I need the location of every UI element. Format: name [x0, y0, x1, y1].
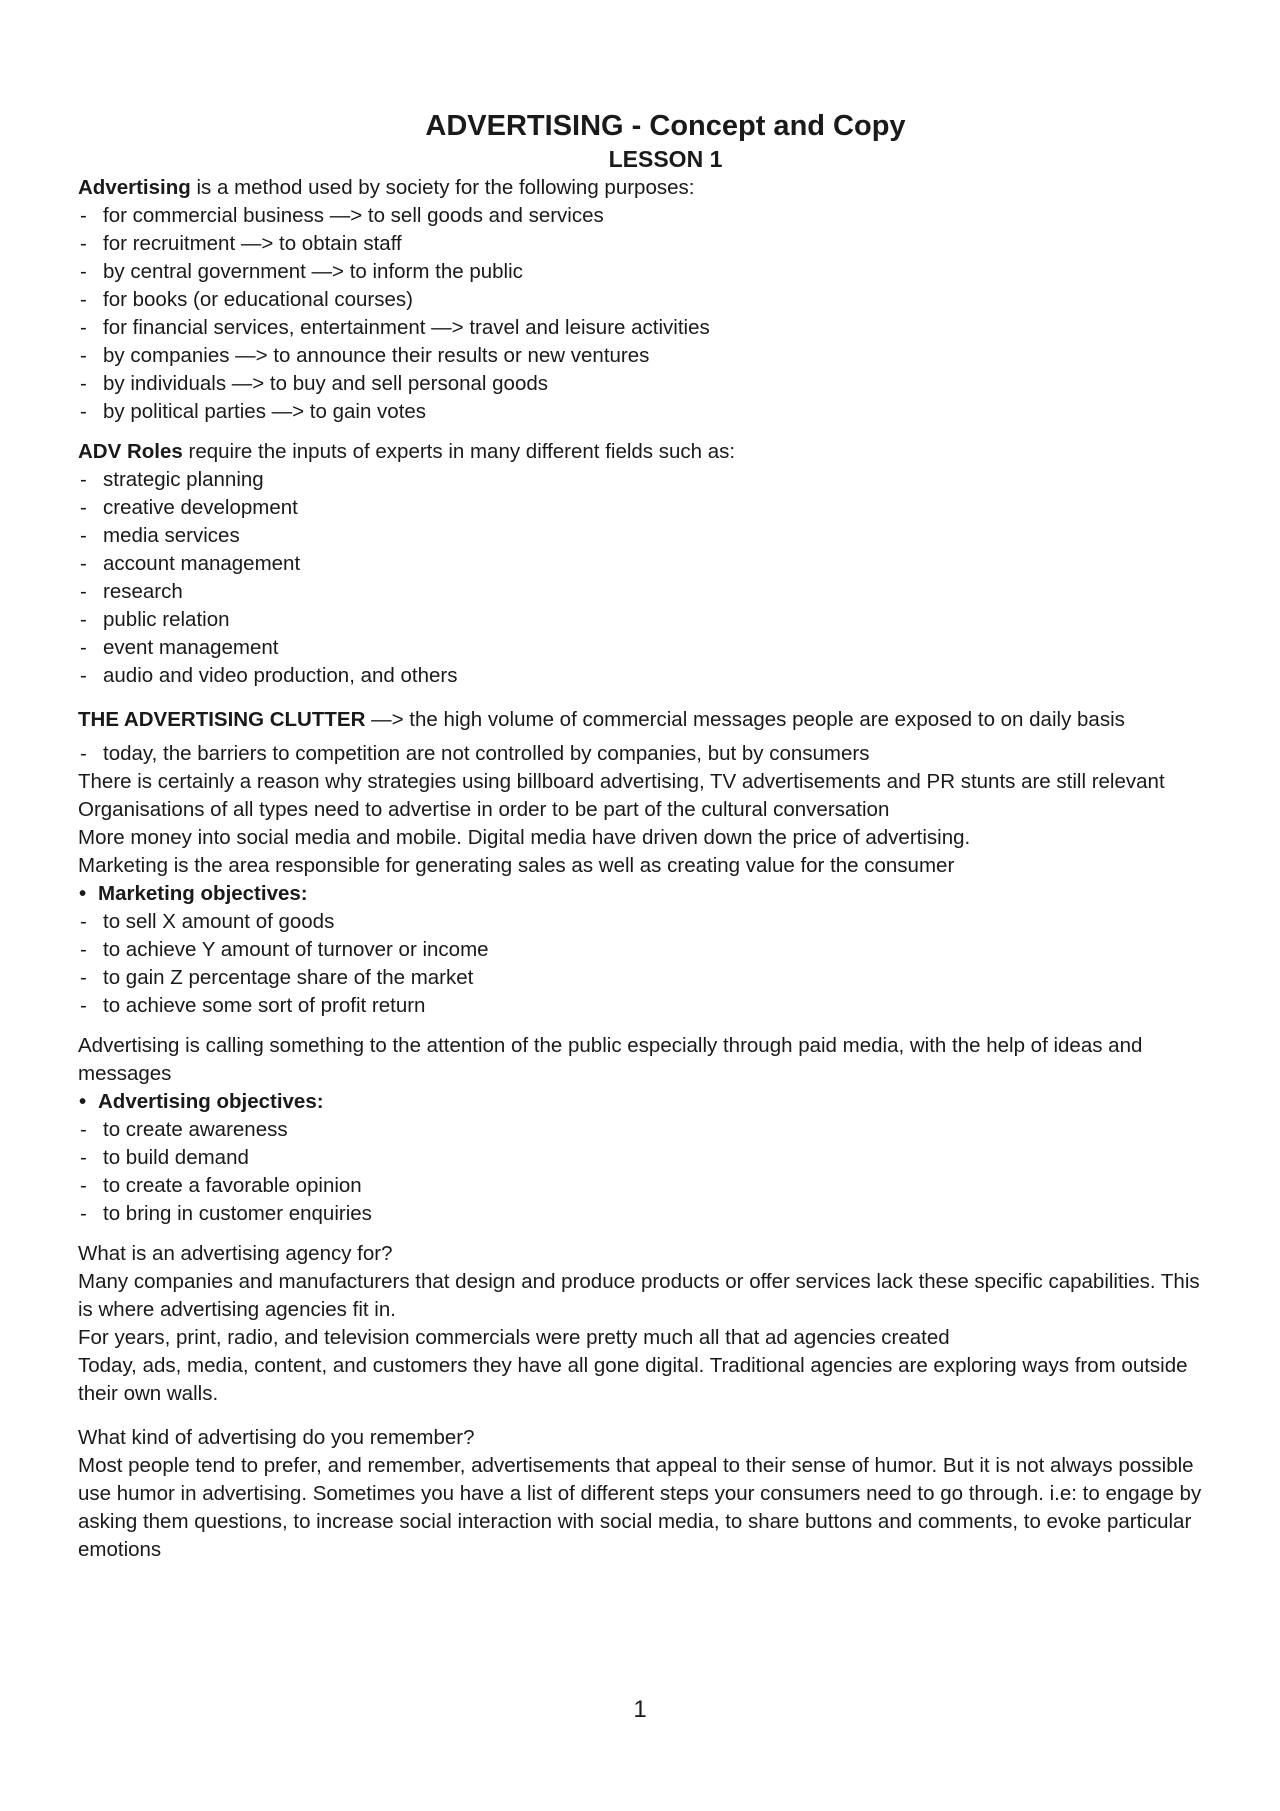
marketing-objectives-heading: • Marketing objectives: [78, 880, 1203, 908]
list-item: - creative development [78, 494, 1203, 522]
list-item: - by central government —> to inform the public [78, 258, 1203, 286]
roles-text: require the inputs of experts in many different fields such as: [182, 440, 736, 463]
list-item: - event management [78, 634, 1203, 662]
list-item: - public relation [78, 606, 1203, 634]
list-item: - today, the barriers to competition are not controlled by companies, but by consumers [78, 740, 1203, 768]
intro-paragraph [78, 174, 1203, 202]
page-number: 1 [633, 1696, 647, 1723]
list-item: - for commercial business —> to sell goods and services [78, 202, 1203, 230]
list-item: - by companies —> to announce their results or new ventures [78, 342, 1203, 370]
intro-text: is a method used by society for the following purposes: [190, 176, 695, 199]
clutter-text-paragraph: Organisations of all types need to advertise in order to be part of the cultural conversation [78, 798, 890, 821]
list-item: - account management [78, 550, 1203, 578]
roles-paragraph [78, 438, 1203, 466]
roles-term: ADV Roles [78, 440, 183, 463]
page-content [78, 108, 1203, 1564]
advertising-definition: Advertising is calling something to the attention of the public especially through paid media, with the help of ideas and messages [78, 1034, 1143, 1085]
advertising-objectives-heading: • Advertising objectives: [78, 1088, 1203, 1116]
lesson-subtitle: LESSON 1 [608, 146, 723, 172]
list-item: - strategic planning [78, 466, 1203, 494]
list-item: - to create awareness [78, 1116, 1203, 1144]
list-item: - by political parties —> to gain votes [78, 398, 1203, 426]
clutter-text: —> the high volume of commercial messages people are exposed to on daily basis [365, 708, 1125, 731]
page-title: ADVERTISING - Concept and Copy [425, 110, 906, 142]
agency-paragraph: Today, ads, media, content, and customers they have all gone digital. Traditional agencies are exploring ways from outside their own walls. [78, 1354, 1188, 1405]
list-item: - research [78, 578, 1203, 606]
list-item: - to achieve Y amount of turnover or income [78, 936, 1203, 964]
list-item: - for recruitment —> to obtain staff [78, 230, 1203, 258]
list-item: - to gain Z percentage share of the market [78, 964, 1203, 992]
clutter-paragraph [78, 706, 1203, 734]
clutter-text-paragraph: Marketing is the area responsible for generating sales as well as creating value for the consumer [78, 854, 955, 877]
purposes-list [78, 202, 1203, 426]
intro-term: Advertising [78, 176, 191, 199]
list-item: - to create a favorable opinion [78, 1172, 1203, 1200]
list-item: - to achieve some sort of profit return [78, 992, 1203, 1020]
list-item: - to build demand [78, 1144, 1203, 1172]
list-item: - media services [78, 522, 1203, 550]
list-item: - by individuals —> to buy and sell personal goods [78, 370, 1203, 398]
list-item: - to sell X amount of goods [78, 908, 1203, 936]
marketing-objectives-list [78, 908, 1203, 1020]
list-item: - to bring in customer enquiries [78, 1200, 1203, 1228]
clutter-list [78, 740, 1203, 768]
remember-paragraph: Most people tend to prefer, and remember, advertisements that appeal to their sense of humor. But it is not always possible use humor in advertising. Sometimes you have a list of different steps your consumers need to go through. i.e: to engage by asking them questions, to increase social interaction with social media, to share buttons and comments, to evoke particular emotions [78, 1454, 1202, 1561]
roles-list [78, 466, 1203, 690]
agency-paragraph: For years, print, radio, and television commercials were pretty much all that ad agencies created [78, 1326, 950, 1349]
list-item: - for financial services, entertainment —> travel and leisure activities [78, 314, 1203, 342]
agency-question: What is an advertising agency for? [78, 1242, 393, 1265]
advertising-objectives-list [78, 1116, 1203, 1228]
list-item: - audio and video production, and others [78, 662, 1203, 690]
clutter-text-paragraph: More money into social media and mobile. Digital media have driven down the price of advertising. [78, 826, 971, 849]
list-item: - for books (or educational courses) [78, 286, 1203, 314]
remember-question: What kind of advertising do you remember? [78, 1426, 475, 1449]
clutter-term: THE ADVERTISING CLUTTER [78, 708, 366, 731]
clutter-text-paragraph: There is certainly a reason why strategies using billboard advertising, TV advertisements and PR stunts are still relevant [78, 770, 1165, 793]
agency-paragraph: Many companies and manufacturers that design and produce products or offer services lack these specific capabilities. This is where advertising agencies fit in. [78, 1270, 1200, 1321]
